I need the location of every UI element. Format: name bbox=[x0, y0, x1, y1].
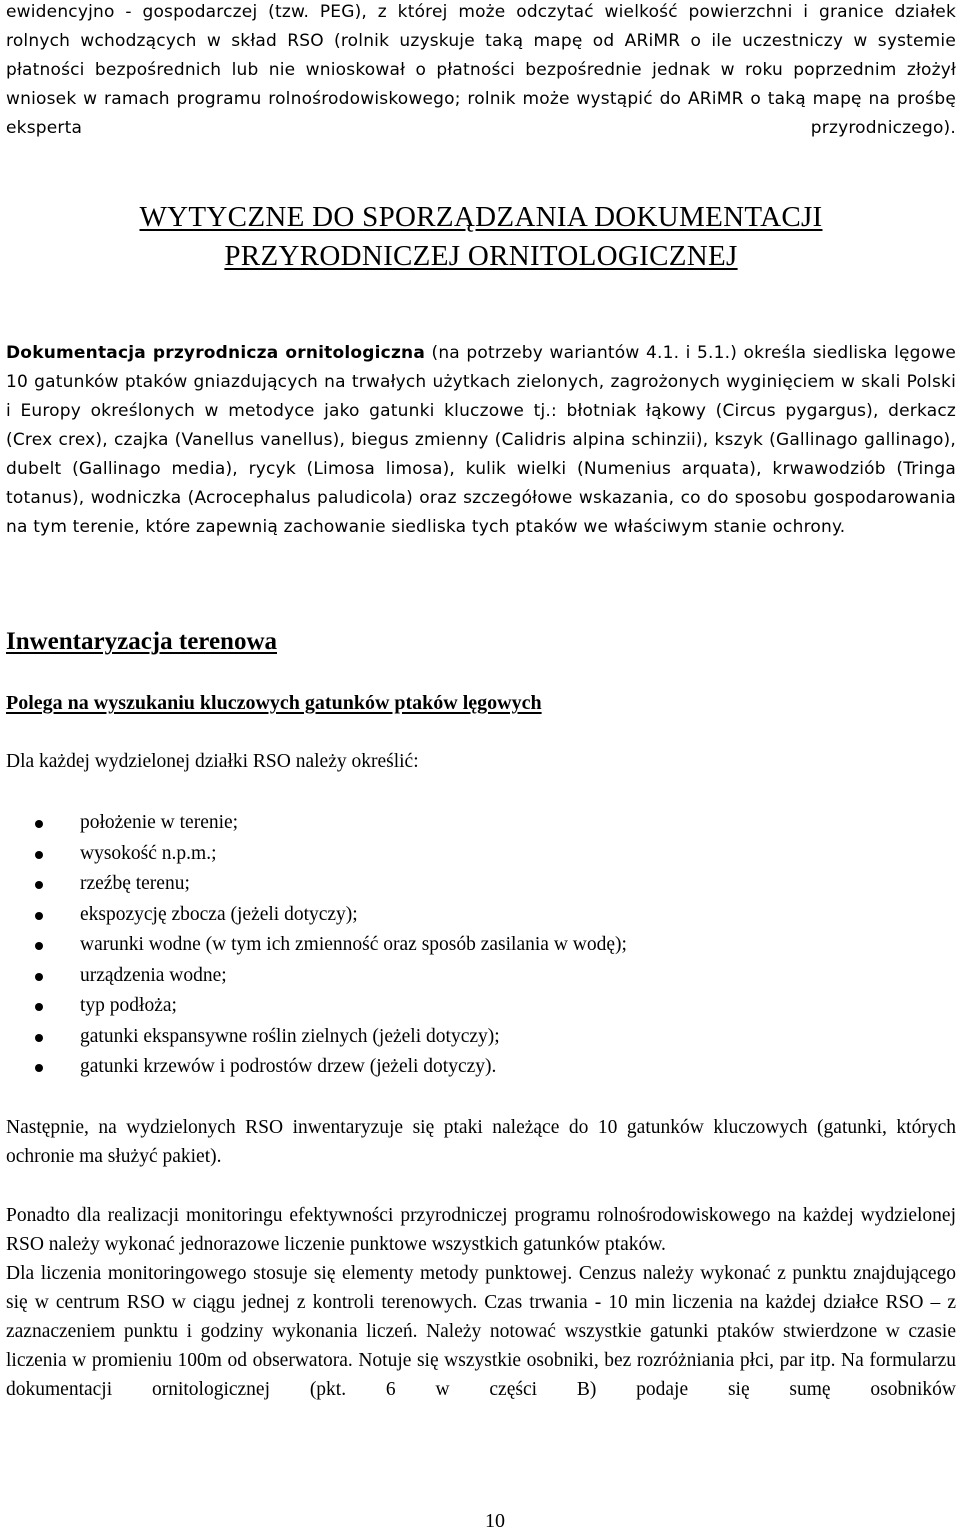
list-item: wysokość n.p.m.; bbox=[6, 839, 627, 870]
bullet-icon bbox=[35, 973, 43, 981]
bullet-icon bbox=[35, 820, 43, 828]
list-item: gatunki ekspansywne roślin zielnych (jeżeli dotyczy); bbox=[6, 1022, 627, 1053]
bullet-icon bbox=[35, 1003, 43, 1011]
documentation-text: (na potrzeby wariantów 4.1. i 5.1.) określa siedliska lęgowe 10 gatunków ptaków gniazdujących na trwałych użytkach zielonych, zagrożonych wyginięciem w skali Polski i Europy określonych w metodyce jako gatunki kluczowe tj.: błotniak łąkowy (Circus pygargus), derkacz (Crex crex), czajka (Vanellus vanellus), biegus zmienny (Calidris alpina schinzii), kszyk (Gallinago gallinago), dubelt (Gallinago media), rycyk (Limosa limosa), kulik wielki (Numenius arquata), krwawodziób (Tringa totanus), wodniczka (Acrocephalus paludicola) oraz szczegółowe wskazania, co do sposobu gospodarowania na tym terenie, które zapewnią zachowanie siedliska tych ptaków we właściwym stanie ochrony. bbox=[6, 343, 956, 537]
documentation-paragraph bbox=[6, 339, 956, 542]
main-heading bbox=[6, 198, 956, 276]
bullet-icon bbox=[35, 912, 43, 920]
list-item: położenie w terenie; bbox=[6, 808, 627, 839]
section-lead: Dla każdej wydzielonej działki RSO należy określić: bbox=[6, 751, 419, 772]
paragraph-monitoring-intro: Ponadto dla realizacji monitoringu efektywności przyrodniczej programu rolnośrodowiskowego na każdej wydzielonej RSO należy wykonać jednorazowe liczenie punktowe wszystkich gatunków ptaków. bbox=[6, 1205, 956, 1255]
documentation-bold-lead: Dokumentacja przyrodnicza ornitologiczna bbox=[6, 343, 426, 363]
list-item: rzeźbę terenu; bbox=[6, 869, 627, 900]
paragraph-monitoring-method: Dla liczenia monitoringowego stosuje się elementy metody punktowej. Cenzus należy wykonać z punktu znajdującego się w centrum RSO w ciągu jednej z kontroli terenowych. Czas trwania - 10 min liczenia na każdej działce RSO – z zaznaczeniem punktu i godziny wykonania liczeń. Należy notować wszystkie gatunki ptaków stwierdzone w czasie liczenia w promieniu 100m od obserwatora. Notuje się wszystkie osobniki, bez rozróżniania płci, par itp. Na formularzu dokumentacji ornitologicznej (pkt. 6 w części B) podaje się sumę osobników bbox=[6, 1263, 956, 1400]
main-heading-line-1: WYTYCZNE DO SPORZĄDZANIA DOKUMENTACJI bbox=[139, 201, 823, 233]
intro-paragraph: ewidencyjno - gospodarczej (tzw. PEG), z której może odczytać wielkość powierzchni i granice działek rolnych wchodzących w skład RSO (rolnik uzyskuje taką mapę od ARiMR o ile uczestniczy w systemie płatności bezpośrednich lub nie wnioskował o płatności bezpośrednie jednak w roku poprzednim złożył wniosek w ramach programu rolnośrodowiskowego; rolnik może wystąpić do ARiMR o taką mapę na prośbę eksperta przyrodniczego). bbox=[6, 2, 956, 138]
bullet-icon bbox=[35, 942, 43, 950]
section-title: Inwentaryzacja terenowa bbox=[6, 628, 277, 655]
main-heading-line-2: PRZYRODNICZEJ ORNITOLOGICZNEJ bbox=[224, 240, 738, 272]
list-item: typ podłoża; bbox=[6, 991, 627, 1022]
bullet-icon bbox=[35, 1034, 43, 1042]
list-item: warunki wodne (w tym ich zmienność oraz sposób zasilania w wodę); bbox=[6, 930, 627, 961]
list-item: gatunki krzewów i podrostów drzew (jeżeli dotyczy). bbox=[6, 1052, 627, 1083]
list-item: urządzenia wodne; bbox=[6, 961, 627, 992]
bullet-icon bbox=[35, 851, 43, 859]
page-number: 10 bbox=[485, 1510, 505, 1532]
list-item: ekspozycję zbocza (jeżeli dotyczy); bbox=[6, 900, 627, 931]
bullet-icon bbox=[35, 881, 43, 889]
section-subtitle: Polega na wyszukaniu kluczowych gatunków ptaków lęgowych bbox=[6, 692, 542, 714]
paragraph-next-steps: Następnie, na wydzielonych RSO inwentaryzuje się ptaki należące do 10 gatunków kluczowych (gatunki, których ochronie ma służyć pakiet). bbox=[6, 1117, 956, 1167]
bullet-icon bbox=[35, 1064, 43, 1072]
paragraph-monitoring bbox=[6, 1201, 956, 1404]
criteria-list bbox=[6, 808, 627, 1083]
